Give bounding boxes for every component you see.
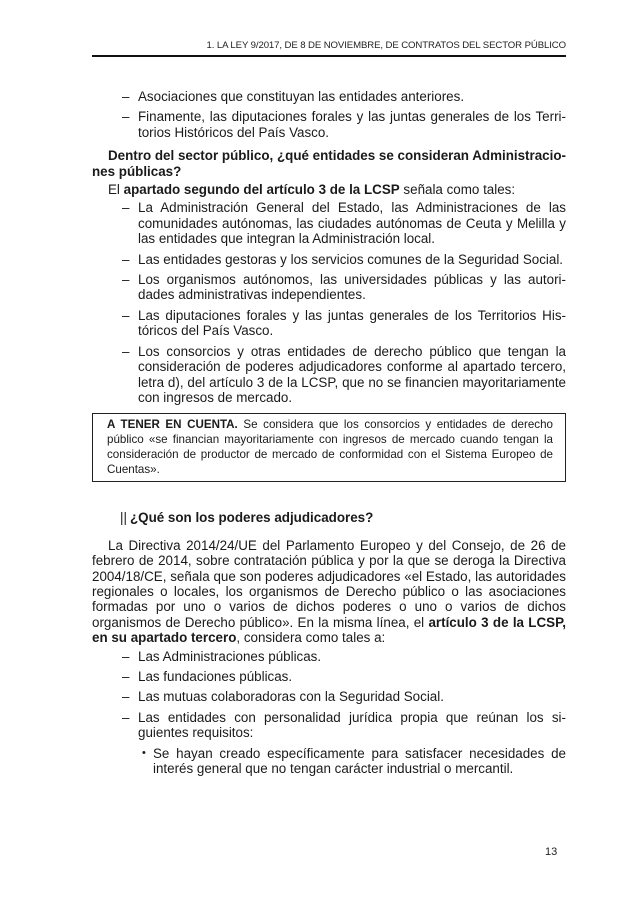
directive-paragraph: La Directiva 2014/24/UE del Parlamento Europeo y del Consejo, de 26 de febrero de 2014, sobre contratación pública y por la que se deroga la Directiva 2004/18/CE, señala que son poderes adjudicadores «el Estado, las autoridades regionales o locales, los organismos de Derecho público o las asociaciones formadas por uno o varios de dichos poderes o uno o varios de dichos organismos de Derecho público». En la misma línea, el artículo 3 de la LCSP, en su apartado tercero, considera como tales a:: [92, 537, 566, 646]
list-item: – Asociaciones que constituyan las entidades anteriores.: [122, 89, 465, 104]
dash-marker: –: [122, 272, 130, 288]
header-rule: [92, 55, 566, 57]
list-item: – Los organismos autónomos, las universidades públicas y las autoridades administrativas independientes.: [122, 272, 566, 303]
note-box: [92, 413, 566, 482]
dash-marker: –: [122, 668, 130, 684]
list-item: – La Administración General del Estado, las Administraciones de las comunidades autónomas, las ciudades autónomas de Ceuta y Melilla y las entidades que integran la Administración local.: [122, 200, 566, 247]
dash-marker: –: [122, 200, 130, 216]
powers-list: [92, 649, 566, 741]
requirements-list: [92, 746, 566, 777]
page-body: [92, 89, 566, 776]
administrations-list: [92, 200, 566, 405]
question-heading: Dentro del sector público, ¿qué entidades se consideran Administraciones públicas?: [92, 148, 566, 179]
list-item: – Las mutuas colaboradoras con la Seguridad Social.: [122, 689, 444, 705]
list-item: • Se hayan creado específicamente para satisfacer necesidades de interés general que no tengan carácter industrial o mercantil.: [142, 745, 566, 776]
dash-marker: –: [122, 251, 130, 267]
bullet-marker: •: [142, 746, 146, 759]
running-header: [92, 40, 566, 57]
dash-marker: –: [122, 648, 130, 664]
dash-marker: –: [122, 89, 130, 104]
section-heading: || ¿Qué son los poderes adjudicadores?: [120, 510, 374, 526]
dash-marker: –: [122, 343, 130, 359]
list-item: – Las entidades gestoras y los servicios comunes de la Seguridad Social.: [122, 251, 564, 267]
dash-marker: –: [122, 689, 130, 705]
note-label: A TENER EN CUENTA.: [107, 418, 238, 432]
list-item: – Finamente, las diputaciones forales y las juntas generales de los Territorios Históricos del País Vasco.: [122, 109, 566, 140]
page-number: 13: [545, 846, 558, 858]
list-item: – Las fundaciones públicas.: [122, 668, 293, 684]
list-item: – Las Administraciones públicas.: [122, 648, 322, 664]
header-title: 1. LA LEY 9/2017, DE 8 DE NOVIEMBRE, DE CONTRATOS DEL SECTOR PÚBLICO: [206, 40, 566, 51]
list-item: – Las entidades con personalidad jurídica propia que reúnan los siguientes requisitos:: [122, 709, 566, 741]
dash-marker: –: [122, 109, 130, 125]
list-item: – Los consorcios y otras entidades de derecho público que tengan la consideración de poderes adjudicadores conforme al apartado tercero, letra d), del artículo 3 de la LCSP, que no se financien mayoritariamente con ingresos de mercado.: [122, 343, 566, 405]
list-item: – Las diputaciones forales y las juntas generales de los Territorios Históricos del País Vasco.: [122, 307, 566, 339]
top-list: [92, 89, 566, 140]
dash-marker: –: [122, 307, 130, 323]
note-text: Se considera que los consorcios y entidades de derecho público «se financian mayoritariamente con ingresos de mercado cuando tengan la consideración de productor de mercado de conformidad con el Sistema Europeo de Cuentas».: [107, 418, 553, 477]
section-bars-icon: ||: [120, 510, 127, 526]
intro-paragraph: El apartado segundo del artículo 3 de la LCSP señala como tales:: [108, 182, 516, 198]
dash-marker: –: [122, 709, 130, 725]
